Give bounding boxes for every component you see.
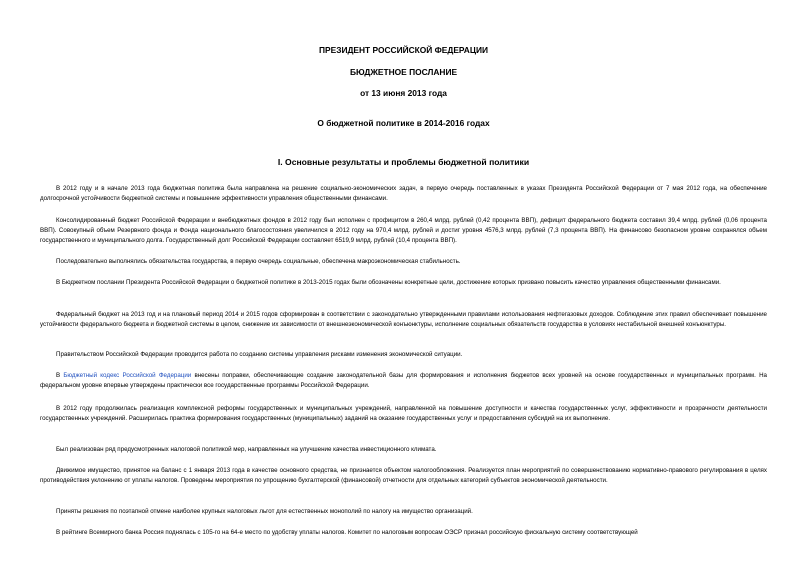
paragraph-2: Консолидированный бюджет Российской Федерации и внебюджетных фондов в 2012 году был исполнен с профицитом в 260,4 млрд. рублей (0,42 процента ВВП), дефицит федерального бюджета составил 39,4 млрд. рублей (0,06 процента ВВП). Совокупный объем Резервного фонда и Фонда национального благосостояния увеличился в 2012 году на 970,4 млрд. рублей и достиг уровня 4576,3 млрд. рублей (7,3 процента ВВП). На финансово безопасном уровне сохранялся объем государственного и муниципального долга. Государственный долг Российской Федерации составляет 6519,9 млрд. рублей (10,4 процента ВВП). <box>40 217 767 244</box>
header-authority: ПРЕЗИДЕНТ РОССИЙСКОЙ ФЕДЕРАЦИИ <box>319 45 488 55</box>
paragraph-8: В 2012 году продолжилась реализация комплексной реформы государственных и муниципальных учреждений, направленной на повышение доступности и качества государственных услуг, эффективности и прозрачности деятельности государственных учреждений. Расширилась практика формирования государственных (муниципальных) заданий на оказание государственных услуг и предоставления субсидий на их выполнение. <box>40 405 767 422</box>
paragraph-7 <box>40 371 767 391</box>
paragraph-1: В 2012 году и в начале 2013 года бюджетная политика была направлена на решение социально-экономических задач, в первую очередь поставленных в указах Президента Российской Федерации от 7 мая 2012 года, на обеспечение долгосрочной устойчивости бюджетной системы и повышение эффективности управления общественными финансами. <box>40 185 767 202</box>
paragraph-12: В рейтинге Всемирного банка Россия поднялась с 105-го на 64-е место по удобству уплаты налогов. Комитет по налоговым вопросам ОЭСР признал российскую фискальную систему соответствующей <box>56 529 638 536</box>
paragraph-5: Федеральный бюджет на 2013 год и на плановый период 2014 и 2015 годов сформирован в соответствии с законодательно утвержденными правилами использования нефтегазовых доходов. Соблюдение этих правил обеспечивает повышение устойчивости федерального бюджета и бюджетной системы в целом, снижение их зависимости от внешнеэкономической конъюнктуры, исполнение социальных обязательств государства в условиях нестабильной внешней конъюнктуры. <box>40 311 767 328</box>
paragraph-10: Движимое имущество, принятое на баланс с 1 января 2013 года в качестве основного средства, не признается объектом налогообложения. Реализуется план мероприятий по совершенствованию нормативно-правового регулирования в целях противодействия уклонению от уплаты налогов. Проведены мероприятия по упрощению бухгалтерской (финансовой) отчетности для отдельных категорий субъектов экономической деятельности. <box>40 467 767 484</box>
paragraph-9: Был реализован ряд предусмотренных налоговой политикой мер, направленных на улучшение качества инвестиционного климата. <box>56 446 437 453</box>
header-doc-type: БЮДЖЕТНОЕ ПОСЛАНИЕ <box>349 67 458 77</box>
header-date: от 13 июня 2013 года <box>360 88 447 98</box>
section-title: I. Основные результаты и проблемы бюджетной политики <box>277 157 530 167</box>
paragraph-7-prefix: В <box>56 372 64 379</box>
document-title: О бюджетной политике в 2014-2016 годах <box>317 118 490 128</box>
paragraph-6: Правительством Российской Федерации проводится работа по созданию системы управления рисками изменения экономической ситуации. <box>56 351 463 358</box>
paragraph-4: В Бюджетном послании Президента Российской Федерации о бюджетной политике в 2013-2015 годах были обозначены конкретные цели, достижение которых призвано повысить качество управления общественными финансами. <box>56 279 721 286</box>
budget-code-link[interactable]: Бюджетный кодекс Российской Федерации <box>63 372 192 379</box>
paragraph-7-suffix: внесены поправки, обеспечивающие создание законодательной базы для формирования и исполнения бюджетов всех уровней на основе государственных и муниципальных программ. На федеральном уровне впервые утверждены практически все государственные программы Российской Федерации. <box>40 372 767 389</box>
paragraph-3: Последовательно выполнялись обязательства государства, в первую очередь социальные, обеспечена макроэкономическая стабильность. <box>56 258 461 265</box>
paragraph-11: Приняты решения по поэтапной отмене наиболее крупных налоговых льгот для естественных монополий по налогу на имущество организаций. <box>56 508 473 515</box>
